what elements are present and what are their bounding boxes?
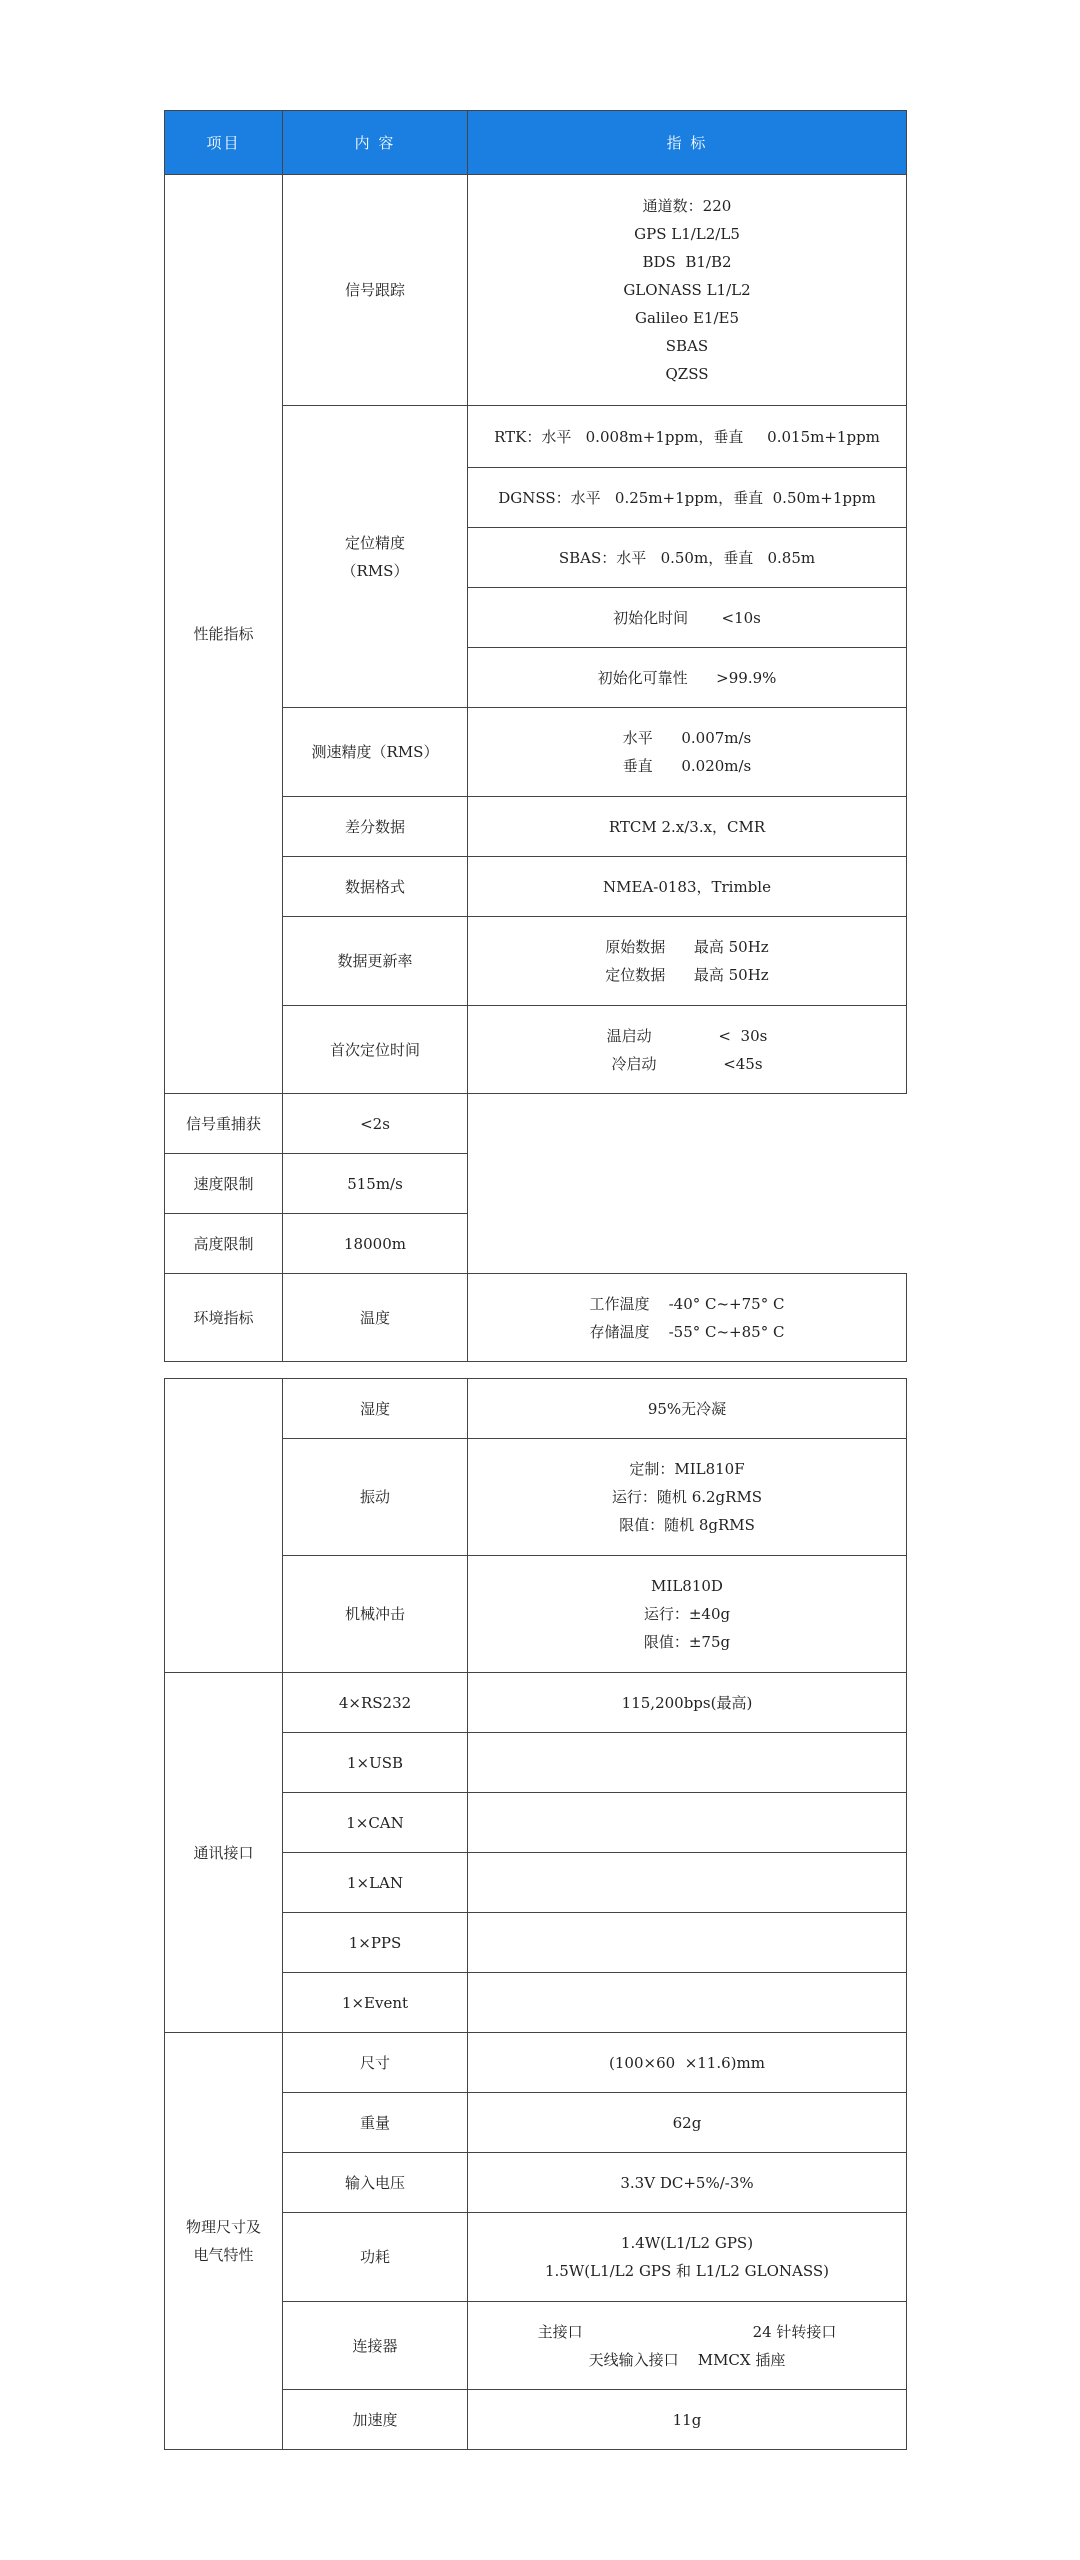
vibration-line: 限值：随机 8gRMS (619, 1516, 755, 1534)
connector-main-label: 主接口 (537, 2322, 583, 2341)
table-row (165, 175, 907, 406)
header-item: 项目 (165, 111, 283, 175)
vibration-line: 运行：随机 6.2gRMS (611, 1488, 763, 1506)
power-line: 1.5W(L1/L2 GPS 和 L1/L2 GLONASS) (544, 2262, 829, 2280)
label-lan: 1×LAN (283, 1853, 468, 1913)
velocity-line: 垂直 0.020m/s (622, 757, 752, 775)
value-lan (468, 1853, 907, 1913)
update-rate-line: 原始数据 最高 50Hz (605, 938, 769, 956)
ttff-line: 冷启动 <45s (611, 1054, 763, 1073)
positioning-label-line: 定位精度 (344, 533, 405, 552)
label-can: 1×CAN (283, 1793, 468, 1853)
tracking-line: SBAS (665, 337, 709, 355)
label-pps: 1×PPS (283, 1913, 468, 1973)
tracking-line: Galileo E1/E5 (634, 309, 740, 327)
value-data-format: NMEA-0183，Trimble (468, 857, 907, 917)
label-vibration: 振动 (283, 1439, 468, 1556)
table-row (165, 1094, 907, 1154)
value-signal-tracking (468, 175, 907, 406)
table-row (165, 1274, 907, 1362)
value-init-reliability: 初始化可靠性 >99.9% (468, 648, 907, 708)
tracking-line: 通道数：220 (642, 197, 732, 215)
value-usb (468, 1733, 907, 1793)
value-vibration (468, 1439, 907, 1556)
value-rtk: RTK：水平 0.008m+1ppm，垂直 0.015m+1ppm (468, 406, 907, 468)
label-velocity: 测速精度（RMS） (283, 708, 468, 797)
tracking-line: GPS L1/L2/L5 (634, 225, 740, 243)
value-velocity (468, 708, 907, 797)
value-temperature (468, 1274, 907, 1362)
shock-line: MIL810D (651, 1577, 723, 1595)
label-rs232: 4×RS232 (283, 1673, 468, 1733)
category-environment-continued (165, 1379, 283, 1673)
ttff-line: 温启动 < 30s (606, 1026, 768, 1045)
label-humidity: 湿度 (283, 1379, 468, 1439)
category-performance: 性能指标 (165, 175, 283, 1094)
value-voltage: 3.3V DC+5%/-3% (468, 2153, 907, 2213)
label-shock: 机械冲击 (283, 1556, 468, 1673)
label-signal-tracking: 信号跟踪 (283, 175, 468, 406)
value-dgnss: DGNSS：水平 0.25m+1ppm，垂直 0.50m+1ppm (468, 468, 907, 528)
value-init-time: 初始化时间 <10s (468, 588, 907, 648)
value-update-rate (468, 917, 907, 1006)
value-humidity: 95%无冷凝 (468, 1379, 907, 1439)
value-sbas: SBAS：水平 0.50m，垂直 0.85m (468, 528, 907, 588)
header-row (165, 111, 907, 175)
category-physical (165, 2033, 283, 2450)
category-environment: 环境指标 (165, 1274, 283, 1362)
label-acceleration: 加速度 (283, 2390, 468, 2450)
label-power: 功耗 (283, 2213, 468, 2302)
spec-table-1 (164, 110, 907, 1362)
connector-line (474, 2318, 900, 2346)
value-ttff (468, 1006, 907, 1094)
header-spec: 指 标 (468, 111, 907, 175)
value-rs232: 115,200bps(最高) (468, 1673, 907, 1733)
connector-main-value: 24 针转接口 (752, 2322, 837, 2341)
value-differential: RTCM 2.x/3.x，CMR (468, 797, 907, 857)
value-event (468, 1973, 907, 2033)
label-connector: 连接器 (283, 2302, 468, 2390)
label-reacquisition: 信号重捕获 (165, 1094, 283, 1154)
label-voltage: 输入电压 (283, 2153, 468, 2213)
label-altitude-limit: 高度限制 (165, 1214, 283, 1274)
label-size: 尺寸 (283, 2033, 468, 2093)
value-altitude-limit: 18000m (283, 1214, 468, 1274)
temperature-line: 工作温度 -40° C~+75° C (589, 1294, 785, 1313)
table-row (165, 1154, 907, 1214)
update-rate-line: 定位数据 最高 50Hz (605, 966, 769, 984)
connector-line: 天线输入接口 MMCX 插座 (588, 2350, 786, 2369)
table-row (165, 1379, 907, 1439)
shock-line: 运行：±40g (643, 1605, 731, 1623)
table-row (165, 2033, 907, 2093)
value-speed-limit: 515m/s (283, 1154, 468, 1214)
value-connector (468, 2302, 907, 2390)
value-reacquisition: <2s (283, 1094, 468, 1154)
label-event: 1×Event (283, 1973, 468, 2033)
physical-label-line: 电气特性 (193, 2246, 254, 2264)
positioning-label-line: （RMS） (341, 561, 409, 580)
value-size: (100×60 ×11.6)mm (468, 2033, 907, 2093)
label-data-format: 数据格式 (283, 857, 468, 917)
temperature-line: 存储温度 -55° C~+85° C (589, 1322, 785, 1341)
shock-line: 限值：±75g (643, 1633, 731, 1651)
value-power (468, 2213, 907, 2302)
value-can (468, 1793, 907, 1853)
label-update-rate: 数据更新率 (283, 917, 468, 1006)
label-speed-limit: 速度限制 (165, 1154, 283, 1214)
tracking-line: BDS B1/B2 (642, 253, 732, 271)
spec-table-2 (164, 1378, 907, 2450)
tracking-line: QZSS (665, 365, 709, 383)
power-line: 1.4W(L1/L2 GPS) (620, 2234, 754, 2252)
label-temperature: 温度 (283, 1274, 468, 1362)
velocity-line: 水平 0.007m/s (622, 729, 752, 747)
category-comm: 通讯接口 (165, 1673, 283, 2033)
table-row (165, 1214, 907, 1274)
value-weight: 62g (468, 2093, 907, 2153)
value-acceleration: 11g (468, 2390, 907, 2450)
table-row (165, 1673, 907, 1733)
label-ttff: 首次定位时间 (283, 1006, 468, 1094)
header-content: 内 容 (283, 111, 468, 175)
vibration-line: 定制：MIL810F (629, 1460, 745, 1478)
label-differential: 差分数据 (283, 797, 468, 857)
label-weight: 重量 (283, 2093, 468, 2153)
label-positioning (283, 406, 468, 708)
tracking-line: GLONASS L1/L2 (623, 281, 751, 299)
label-usb: 1×USB (283, 1733, 468, 1793)
value-pps (468, 1913, 907, 1973)
value-shock (468, 1556, 907, 1673)
physical-label-line: 物理尺寸及 (185, 2218, 261, 2236)
